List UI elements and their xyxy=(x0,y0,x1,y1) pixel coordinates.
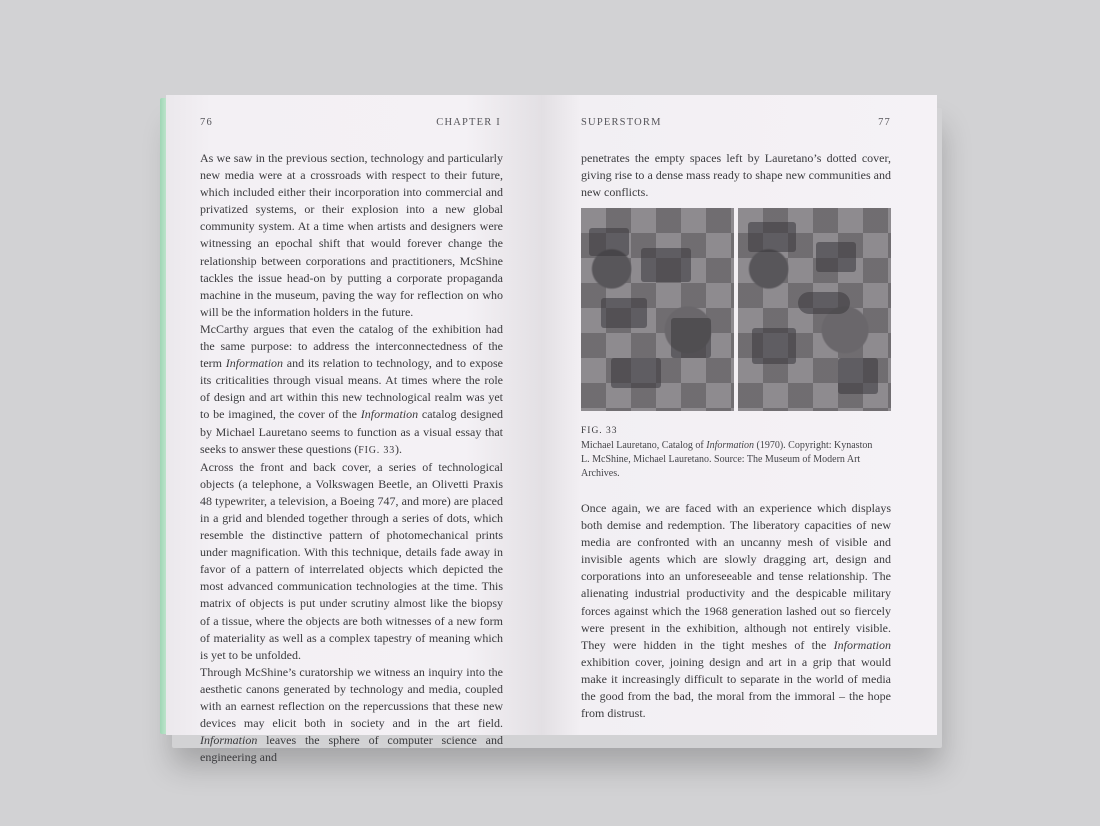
right-page xyxy=(541,95,937,735)
left-running-head: CHAPTER I xyxy=(436,117,501,128)
text-run: Michael Lauretano, Catalog of xyxy=(581,440,707,451)
italic-title: Information xyxy=(706,440,755,451)
left-page xyxy=(166,95,541,765)
figure-caption xyxy=(581,439,881,481)
figure-back-cover xyxy=(738,208,891,411)
text-run: catalog designed by Michael Lauretano seems to function as a visual essay that seeks to answer these questions ( xyxy=(200,407,503,456)
text-run: exhibition cover, joining design and art in a grip that would make it increasingly difficult to separate in the world of media the good from the bad, the moral from the immoral – the hope from distrust. xyxy=(581,654,891,721)
right-top-paragraph: penetrates the empty spaces left by Lauretano’s dotted cover, giving rise to a dense mass ready to shape new communities and new conflicts. xyxy=(581,151,891,200)
italic-title: Information xyxy=(200,733,258,748)
text-run: As we saw in the previous section, technology and particularly new media were at a crossroads with respect to their future, which included either their incorporation into commercial and privatized systems, or their explosion into a new global community system. At a time when artists and designers were witnessing an epochal shift that would forever change the relationship between corporations and practitioners, McShine tackles the issue head-on by putting a corporate propaganda machine in the museum, paving the way for reflection on who will be the information holders in the future. xyxy=(200,151,503,319)
italic-title: Information xyxy=(360,407,419,422)
italic-title: Information xyxy=(225,356,284,371)
italic-title: Information xyxy=(833,637,891,652)
text-run: and its relation to technology, and to expose its criticalities through visual means. At times where the role of design and art within this new technological realm was yet to be imagined, the cover of the xyxy=(200,356,503,422)
right-bottom-paragraph xyxy=(581,500,891,722)
paragraph xyxy=(200,459,503,664)
text-run: Once again, we are faced with an experience which displays both demise and redemption. The liberatory capacities of new media are confronted with an uncanny mesh of visible and invisible agents which are slowly dragging art, design and corporations into an unforeseeable and tense relationship. The alienating industrial productivity and the despicable military forces against which the 1968 generation lashed out so fiercely were present in the exhibition, although not entirely visible. They were hidden in the tight meshes of the xyxy=(581,501,891,652)
paragraph xyxy=(200,321,503,459)
text-run: (1970). Copyright: Kynaston L. McShine, Michael Lauretano. Source: The Museum of Modern Art Archives. xyxy=(581,440,873,479)
figure-label: FIG. 33 xyxy=(581,426,618,436)
paragraph xyxy=(200,150,503,321)
text-run: Through McShine’s curatorship we witness an inquiry into the aesthetic canons generated by technology and media, coupled with an earnest reflection on the repercussions that these new devices may elicit both in society and in the art field. xyxy=(200,664,503,731)
text-run: leaves the sphere of computer science and engineering and xyxy=(200,733,503,765)
figure-front-cover xyxy=(581,208,734,411)
text-run: Across the front and back cover, a series of technological objects (a telephone, a Volkswagen Beetle, an Olivetti Praxis 48 typewriter, a television, a Boeing 747, and more) are placed in a grid and blended together through a series of dots, which resemble the distinctive pattern of photomechanical prints under magnification. With this technique, details fade away in favor of a pattern of interrelated objects which depicted the most advanced communication technologies at the time. This matrix of objects is put under scrutiny almost like the biopsy of a tissue, where the objects are both witnesses of a new form of materiality as well as a complex tapestry of meaning which is yet to be unfolded. xyxy=(200,459,503,662)
paragraph xyxy=(200,664,503,767)
figure-catalog-cover xyxy=(581,208,891,411)
text-run: ). xyxy=(395,441,403,456)
right-page-number: 77 xyxy=(878,117,891,128)
left-page-body xyxy=(200,150,503,766)
figure-reference: FIG. 33 xyxy=(358,444,396,456)
right-running-head: SUPERSTORM xyxy=(581,117,662,128)
left-page-number: 76 xyxy=(200,117,213,128)
text-run: McCarthy argues that even the catalog of the exhibition had the same purpose: to address the interconnectedness of the term xyxy=(200,321,503,371)
